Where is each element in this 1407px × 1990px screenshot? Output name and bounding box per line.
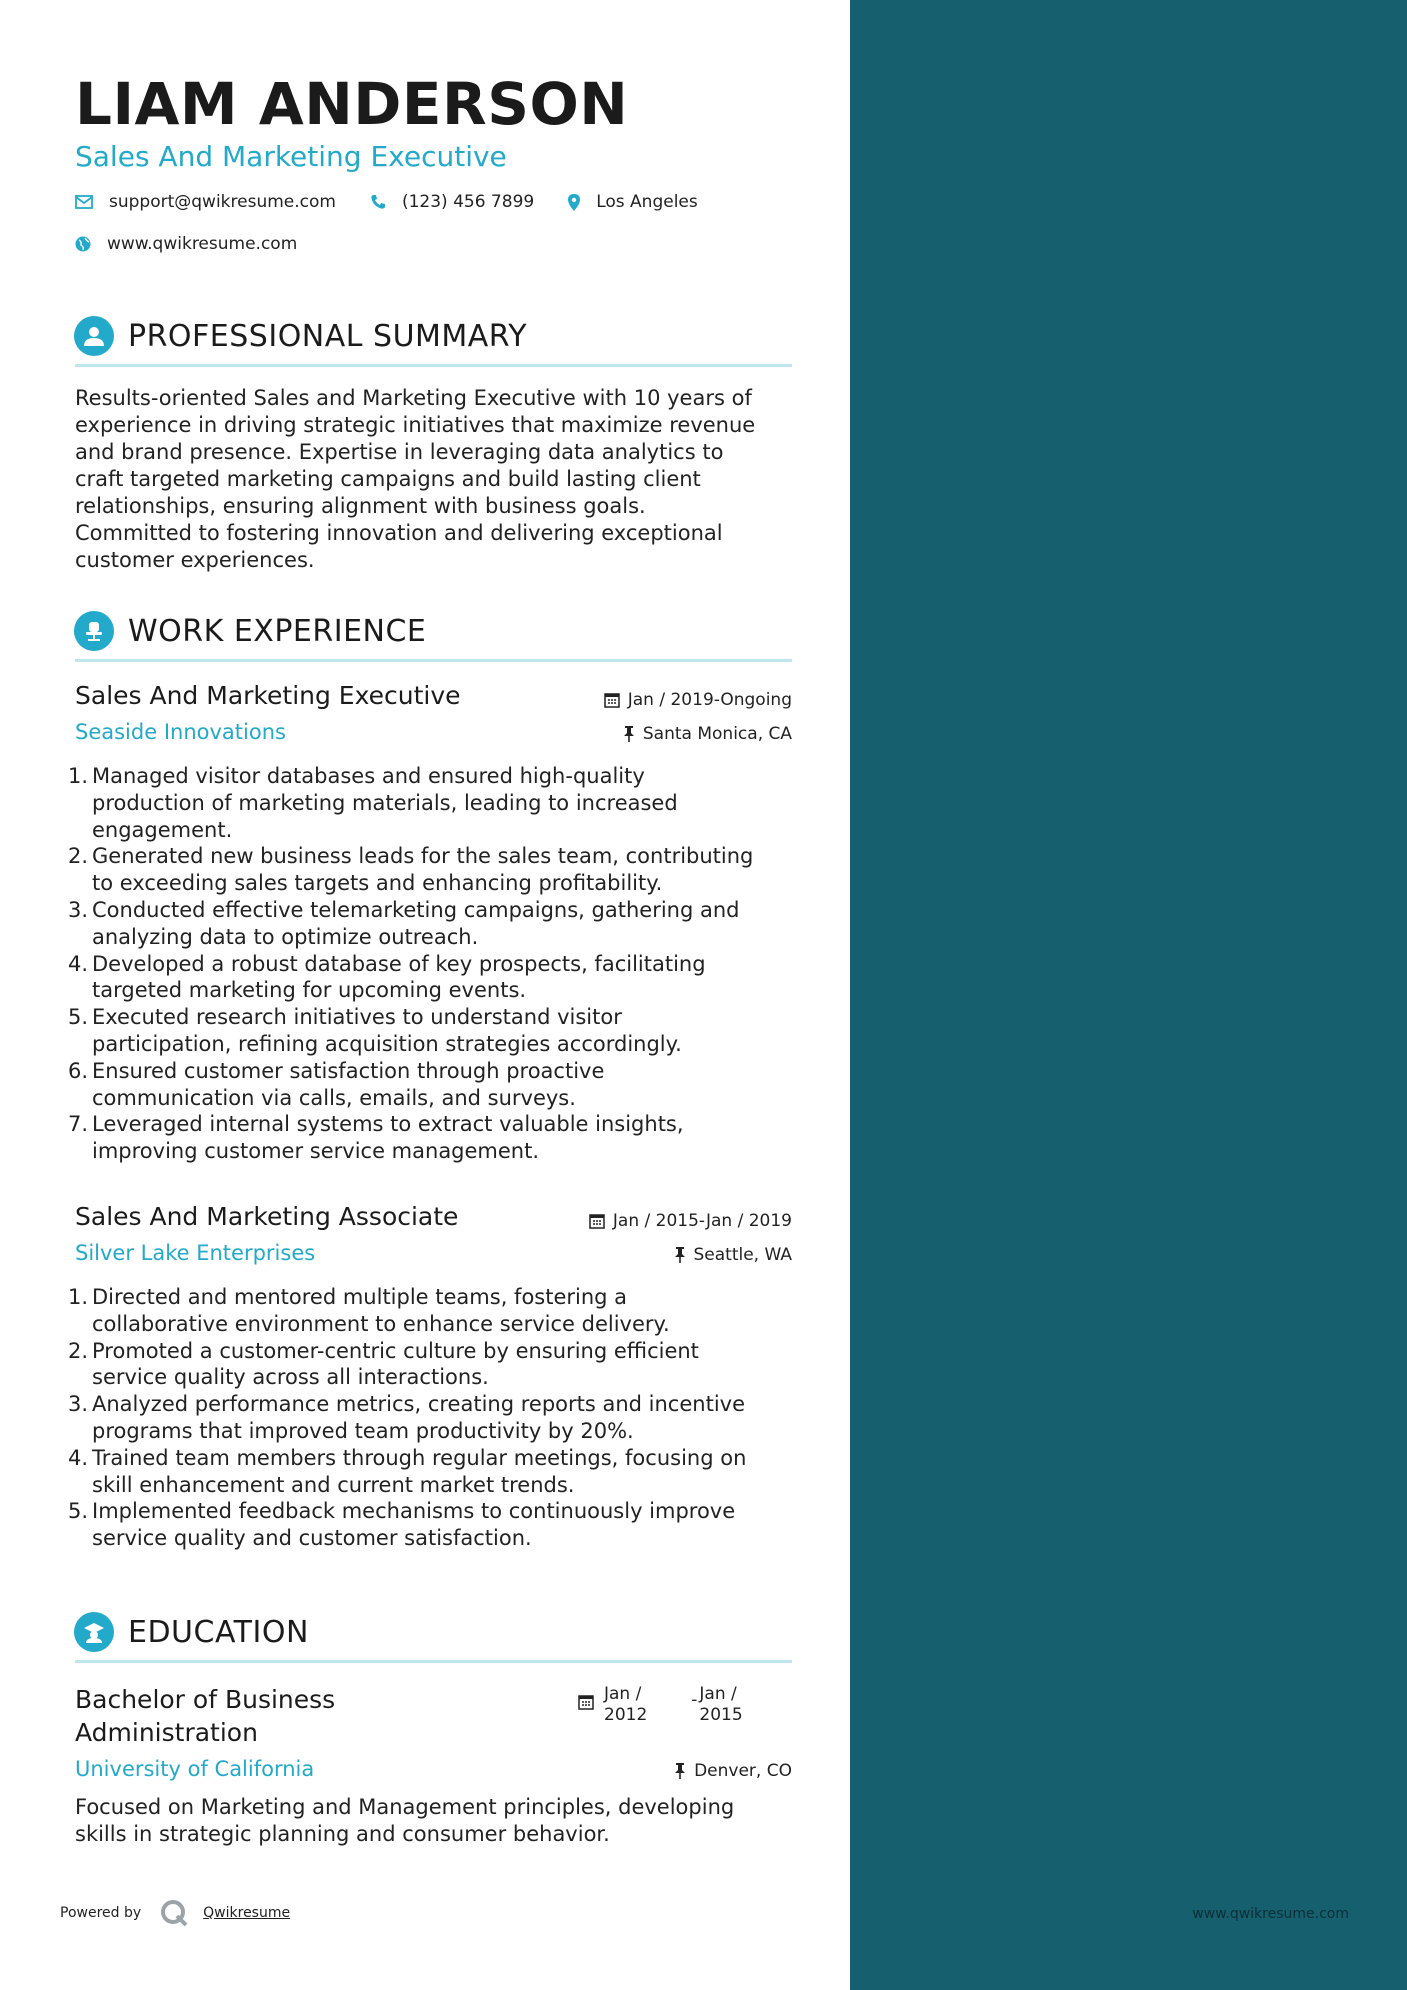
list-number [68,790,92,817]
summary-line: experience in driving strategic initiatives that maximize revenue [75,413,756,437]
responsibility-line [68,1498,798,1525]
brand-link[interactable]: Qwikresume [203,1905,291,1921]
contact-email[interactable] [75,192,336,212]
responsibility-text: participation, refining acquisition strategies accordingly. [92,1031,682,1056]
pushpin-icon [674,1247,686,1263]
location-text: Los Angeles [596,192,698,212]
job-dates-text: Jan / 2015-Jan / 2019 [612,1211,792,1231]
briefcase-chair-icon [74,611,114,651]
phone-icon [370,194,386,210]
responsibility-line [68,843,798,870]
summary-line: and brand presence. Expertise in leveraging data analytics to [75,440,724,464]
list-number [68,1085,92,1112]
responsibility-line [68,1138,798,1165]
education-heading [74,1612,309,1652]
responsibility-text: Trained team members through regular meetings, focusing on [92,1445,747,1470]
calendar-icon [589,1213,605,1229]
job-dates [604,690,792,710]
start-line: 2012 [604,1705,648,1725]
responsibility-line [68,1031,798,1058]
responsibility-line [68,1391,798,1418]
summary-heading [74,316,527,356]
degree-line: Bachelor of Business [75,1685,336,1714]
user-icon [74,316,114,356]
responsibility-text: Ensured customer satisfaction through proactive [92,1058,605,1083]
website-text: www.qwikresume.com [107,234,298,254]
education-start [604,1684,647,1726]
work-divider [75,659,792,662]
footer-powered-by [60,1898,290,1928]
calendar-icon [604,692,620,708]
responsibility-text: Managed visitor databases and ensured high-quality [92,764,645,788]
job-title: Sales And Marketing Associate [75,1202,459,1231]
calendar-icon [578,1694,594,1710]
work-heading-text: WORK EXPERIENCE [128,613,427,649]
summary-line: relationships, ensuring alignment with business goals. [75,494,646,518]
envelope-icon [75,195,93,209]
responsibility-text: Developed a robust database of key prospects, facilitating [92,951,706,976]
job-dates [589,1211,792,1231]
list-number [68,1472,92,1499]
responsibility-text: Analyzed performance metrics, creating reports and incentive [92,1392,745,1417]
list-number: 2. [68,844,89,869]
summary-divider [75,364,792,367]
contact-location [568,192,698,212]
list-number [68,924,92,951]
responsibility-text: collaborative environment to enhance service delivery. [92,1311,670,1336]
responsibility-text: to exceeding sales targets and enhancing profitability. [92,871,663,896]
list-number [68,1138,92,1165]
responsibility-line [68,1338,798,1365]
list-number [68,977,92,1004]
responsibility-text: Implemented feedback mechanisms to continuously improve [92,1499,736,1524]
responsibility-text: service quality and customer satisfaction. [92,1526,532,1551]
responsibility-line [68,763,798,790]
education-dates [578,1684,743,1726]
work-heading [74,611,426,651]
responsibility-line [68,1525,798,1552]
map-pin-icon [568,194,580,211]
candidate-title: Sales And Marketing Executive [75,140,507,173]
date-separator: - [691,1690,698,1710]
responsibility-line [68,1004,798,1031]
list-number [68,817,92,844]
contact-row [75,192,732,212]
education-divider [75,1660,792,1663]
responsibility-line [68,977,798,1004]
responsibility-line [68,1111,798,1138]
graduate-icon [74,1612,114,1652]
responsibility-text: service quality across all interactions. [92,1365,489,1390]
list-number [68,870,92,897]
responsibility-line [68,1058,798,1085]
responsibility-line [68,1284,798,1311]
globe-icon [75,236,91,252]
job-dates-text: Jan / 2019-Ongoing [627,690,792,710]
end-line: 2015 [699,1705,743,1725]
responsibility-text: skill enhancement and current market trends. [92,1472,575,1497]
responsibility-line [68,870,798,897]
education-description [75,1794,795,1848]
list-number [68,1364,92,1391]
summary-line: Results-oriented Sales and Marketing Executive with 10 years of [75,386,752,410]
footer-website[interactable]: www.qwikresume.com [1192,1906,1349,1922]
list-number: 3. [68,1392,89,1417]
list-number [68,1031,92,1058]
responsibility-line [68,817,798,844]
list-number: 1. [68,764,89,788]
responsibility-line [68,1364,798,1391]
responsibility-text: improving customer service management. [92,1139,540,1164]
job-company: Silver Lake Enterprises [75,1241,316,1265]
pushpin-icon [623,726,635,742]
responsibility-line [68,1418,798,1445]
job-company: Seaside Innovations [75,720,286,744]
degree-title [75,1683,335,1749]
list-number: 4. [68,1445,89,1470]
responsibility-line [68,951,798,978]
responsibility-line [68,1085,798,1112]
pushpin-icon [674,1763,686,1779]
responsibility-text: Generated new business leads for the sales team, contributing [92,844,754,869]
contact-phone[interactable] [370,192,534,212]
education-line: skills in strategic planning and consumer behavior. [75,1822,610,1846]
education-location [674,1761,792,1781]
list-number: 2. [68,1338,89,1363]
summary-line: customer experiences. [75,548,315,572]
responsibility-text: Executed research initiatives to understand visitor [92,1005,622,1030]
phone-text: (123) 456 7899 [401,192,535,212]
list-number: 6. [68,1058,89,1083]
candidate-name: LIAM ANDERSON [75,70,629,138]
responsibility-text: analyzing data to optimize outreach. [92,924,479,949]
list-number: 5. [68,1499,89,1524]
responsibility-line [68,1472,798,1499]
contact-website[interactable] [75,234,297,254]
education-location-text: Denver, CO [694,1761,792,1781]
end-line: Jan / [699,1684,737,1704]
summary-line: craft targeted marketing campaigns and build lasting client [75,467,701,491]
job-location [674,1245,793,1265]
responsibility-line [68,790,798,817]
list-number: 4. [68,951,89,976]
responsibility-text: targeted marketing for upcoming events. [92,978,527,1003]
responsibility-text: Promoted a customer-centric culture by ensuring efficient [92,1338,699,1363]
responsibility-text: Directed and mentored multiple teams, fostering a [92,1285,628,1309]
job-location-text: Seattle, WA [693,1245,792,1265]
responsibility-line [68,1445,798,1472]
responsibility-line [68,1311,798,1338]
job-responsibilities [68,763,798,1165]
list-number: 7. [68,1112,89,1137]
degree-line: Administration [75,1718,258,1747]
summary-text [75,385,795,574]
summary-line: Committed to fostering innovation and delivering exceptional [75,521,723,545]
powered-by-text: Powered by [60,1905,142,1921]
list-number: 5. [68,1005,89,1030]
job-location [623,724,792,744]
responsibility-text: communication via calls, emails, and surveys. [92,1085,576,1110]
list-number [68,1311,92,1338]
responsibility-text: Leveraged internal systems to extract valuable insights, [92,1112,684,1137]
job-title: Sales And Marketing Executive [75,681,461,710]
contact-row-2 [75,234,331,254]
job-responsibilities [68,1284,798,1552]
list-number [68,1418,92,1445]
summary-heading-text: PROFESSIONAL SUMMARY [128,318,528,354]
list-number [68,1525,92,1552]
sidebar [850,0,1407,1990]
list-number: 1. [68,1285,89,1309]
responsibility-text: production of marketing materials, leading to increased [92,790,678,815]
qwikresume-logo-icon [159,1898,189,1928]
education-end [699,1684,742,1726]
responsibility-line [68,897,798,924]
job-location-text: Santa Monica, CA [642,724,792,744]
responsibility-line [68,924,798,951]
responsibility-text: Conducted effective telemarketing campaigns, gathering and [92,897,740,922]
email-text: support@qwikresume.com [109,192,336,212]
responsibility-text: programs that improved team productivity by 20%. [92,1418,634,1443]
school-name: University of California [75,1757,315,1781]
education-line: Focused on Marketing and Management principles, developing [75,1795,735,1819]
responsibility-text: engagement. [92,817,233,842]
education-heading-text: EDUCATION [128,1614,309,1650]
list-number: 3. [68,897,89,922]
start-line: Jan / [604,1684,642,1704]
